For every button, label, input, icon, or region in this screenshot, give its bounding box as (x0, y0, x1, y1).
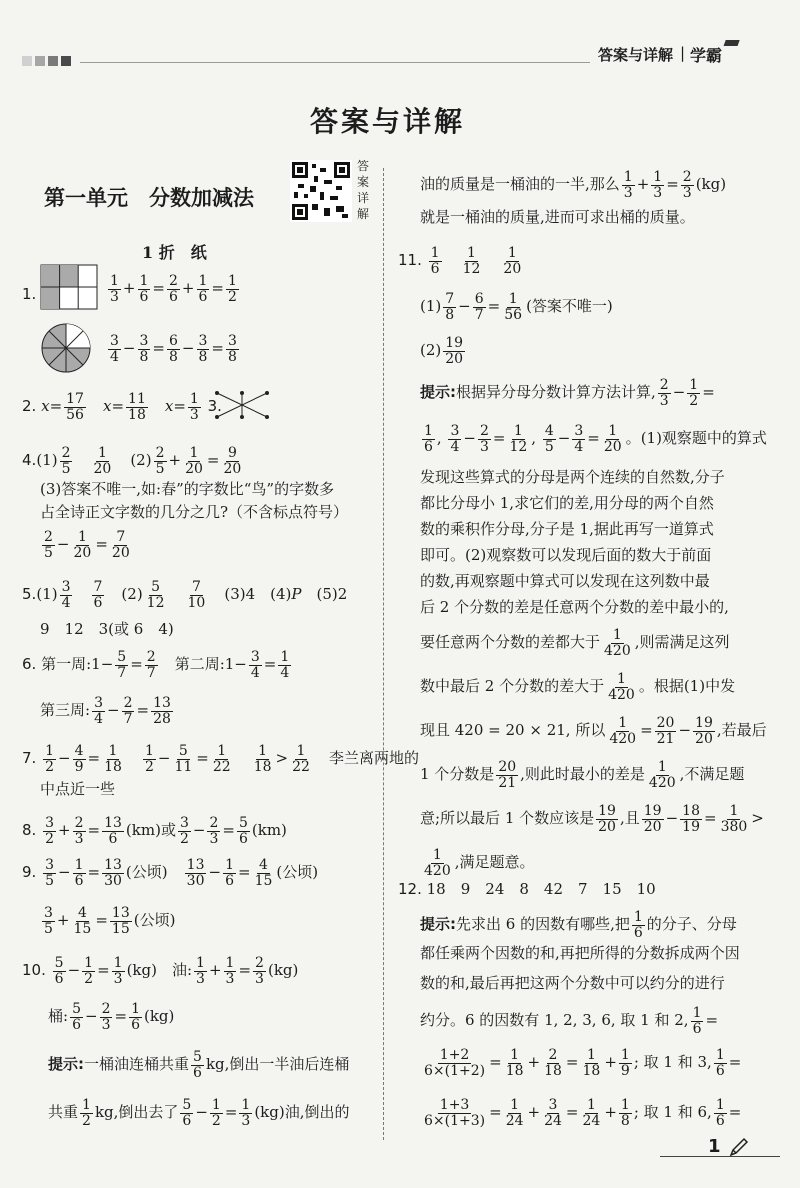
q11-p3: 都比分母小 1,求它们的差,用分母的两个自然 (420, 494, 714, 512)
header-title: 答案与详解 (598, 46, 674, 64)
q11-p4: 数的乘积作分母,分子是 1,据此再写一道算式 (420, 520, 714, 538)
header-divider: | (680, 44, 686, 62)
q11-p7: 后 2 个分数的差是任意两个分数的差中最小的, (420, 598, 729, 616)
q7-line: 7. $\frac{1}{2}$ − $\frac{4}{9}$ = $\frac{1}{18}$ $\frac{1}{2}$ − $\frac{5}{11}$ = $\frac{1}{22}$ $\frac{1}{18}$ > $\frac{1}{22}$ 李兰离两地的 (22, 743, 419, 775)
header-brand: 学霸 (690, 46, 723, 65)
column-divider (383, 168, 384, 1140)
q4-eq: $\frac{2}{5}$ − $\frac{1}{20}$ = $\frac{7}{20}$ (44, 529, 130, 561)
q10-line: 10. $\frac{5}{6}$ − $\frac{1}{2}$ = $\frac{1}{3}$ (kg) 油: $\frac{1}{3}$ + $\frac{1}{3}$ = $\frac{2}{3}$ (kg) (22, 955, 299, 987)
q11-p12: 意;所以最后 1 个数应该是 $\frac{19}{20}$ ,且 $\frac{19}{20}$ − $\frac{18}{19}$ = $\frac{1}{380}$ > (420, 803, 764, 835)
q5-line: 5.(1) $\frac{3}{4}$ $\frac{7}{6}$ (2) $\frac{5}{12}$ $\frac{7}{10}$ (3)4 (4)P (5)2 (22, 579, 348, 611)
q1-number: 1. (22, 285, 37, 303)
r-line2: 就是一桶油的质量,进而可求出桶的质量。 (420, 208, 695, 226)
page-title: 答案与详解 (310, 105, 466, 138)
q4-line: 4.(1) $\frac{2}{5}$ $\frac{1}{20}$ (2) $\frac{2}{5}$ + $\frac{1}{20}$ = $\frac{9}{20}$ (22, 445, 242, 477)
rectangle-fold-figure (40, 264, 98, 310)
q11-p5: 即可。(2)观察数可以发现后面的数大于前面 (420, 546, 712, 564)
q10-tip-line2: 共重 $\frac{1}{2}$ kg,倒出去了 $\frac{5}{6}$ − $\frac{1}{2}$ = $\frac{1}{3}$ (kg)油,倒出的 (48, 1097, 350, 1129)
q12-line: 12. 18 9 24 8 42 7 15 10 (398, 880, 656, 898)
q2-line: 2. x= $\frac{17}{56}$ x= $\frac{11}{18}$ x= $\frac{1}{3}$ 3. (22, 391, 222, 423)
qr-label: 答案详解 (357, 159, 370, 221)
q11-p10: 现且 420 = 20 × 21, 所以 $\frac{1}{420}$ = $\frac{20}{21}$ − $\frac{19}{20}$ ,若最后 (420, 715, 767, 747)
q11-p6: 的数,再观察题中算式可以发现在这列数中最 (420, 572, 710, 590)
q10-tip-line1: 提示:一桶油连桶共重 $\frac{5}{6}$ kg,倒出一半油后连桶 (48, 1049, 350, 1081)
q11-line: 11. $\frac{1}{6}$ $\frac{1}{12}$ $\frac{1}{20}$ (398, 245, 522, 277)
q4-part3b: 占全诗正文字数的几分之几?（不含标点符号） (40, 503, 349, 521)
q1-eq2: $\frac{3}{4}$ − $\frac{3}{8}$ = $\frac{6}{8}$ − $\frac{3}{8}$ = $\frac{3}{8}$ (110, 333, 237, 365)
q12-t6: $\frac{1+3}{6\times(1+3)}$ = $\frac{1}{24}$ + $\frac{3}{24}$ = $\frac{1}{24}$ + $\frac{1}{8}$ ; 取 1 和 6, $\frac{1}{6}$ = (424, 1097, 742, 1129)
lesson-title: 1 折 纸 (142, 243, 207, 262)
q11-p9: 数中最后 2 个分数的差大于 $\frac{1}{420}$ 。根据(1)中发 (420, 671, 736, 703)
matching-lines-figure (212, 388, 272, 422)
unit-title: 第一单元 分数加减法 (44, 186, 254, 210)
pencil-icon (728, 1136, 750, 1158)
graduation-cap-icon (724, 38, 741, 46)
q12-tip-line1: 提示:先求出 6 的因数有哪些,把 $\frac{1}{6}$ 的分子、分母 (420, 909, 737, 941)
q12-t5: $\frac{1+2}{6\times(1+2)}$ = $\frac{1}{18}$ + $\frac{2}{18}$ = $\frac{1}{18}$ + $\frac{1}{9}$ ; 取 1 和 3, $\frac{1}{6}$ = (424, 1047, 742, 1079)
q11-part1: (1) $\frac{7}{8}$ − $\frac{6}{7}$ = $\frac{1}{56}$ (答案不唯一) (420, 291, 613, 323)
q11-p13: $\frac{1}{420}$ ,满足题意。 (424, 847, 535, 879)
q9-line: 9. $\frac{3}{5}$ − $\frac{1}{6}$ = $\frac{13}{30}$ (公顷) $\frac{13}{30}$ − $\frac{1}{6}$ = $\frac{4}{15}$ (公顷) (22, 857, 319, 889)
q4-part3: (3)答案不唯一,如:春”的字数比“鸟”的字数多 (40, 480, 335, 498)
q8-line: 8. $\frac{3}{2}$ + $\frac{2}{3}$ = $\frac{13}{6}$ (km)或 $\frac{3}{2}$ − $\frac{2}{3}$ = $\frac{5}{6}$ (km) (22, 815, 287, 847)
q12-t3: 数的和,最后再把这两个分数中可以约分的进行 (420, 974, 725, 992)
q7-line2: 中点近一些 (40, 780, 116, 798)
header-rule (80, 62, 590, 63)
q5-line2: 9 12 3(或 6 4) (40, 620, 174, 638)
q9-line2: $\frac{3}{5}$ + $\frac{4}{15}$ = $\frac{13}{15}$ (公顷) (44, 905, 176, 937)
q11-p8: 要任意两个分数的差都大于 $\frac{1}{420}$ ,则需满足这列 (420, 627, 730, 659)
q11-part2: (2) $\frac{19}{20}$ (420, 335, 464, 367)
q10-line2: 桶: $\frac{5}{6}$ − $\frac{2}{3}$ = $\frac{1}{6}$ (kg) (48, 1001, 175, 1033)
q12-t4: 约分。6 的因数有 1, 2, 3, 6, 取 1 和 2, $\frac{1}{6}$ = (420, 1005, 719, 1037)
q6-line: 6. 第一周:1− $\frac{5}{7}$ = $\frac{2}{7}$ 第二周:1− $\frac{3}{4}$ = $\frac{1}{4}$ (22, 649, 290, 681)
q12-t2: 都任乘两个因数的和,再把所得的分数拆成两个因 (420, 944, 740, 962)
q1-eq1: $\frac{1}{3}$ + $\frac{1}{6}$ = $\frac{2}{6}$ + $\frac{1}{6}$ = $\frac{1}{2}$ (110, 273, 237, 305)
qr-code-icon (290, 160, 352, 222)
r-line1: 油的质量是一桶油的一半,那么 $\frac{1}{3}$ + $\frac{1}{3}$ = $\frac{2}{3}$ (kg) (420, 169, 727, 201)
q11-tip-line2: $\frac{1}{6}$ , $\frac{3}{4}$ − $\frac{2}{3}$ = $\frac{1}{12}$ , $\frac{4}{5}$ − $\frac{3}{4}$ = $\frac{1}{20}$ 。(1)观察题中的算式 (424, 423, 767, 455)
q11-tip-line1: 提示:根据异分母分数计算方法计算, $\frac{2}{3}$ − $\frac{1}{2}$ = (420, 377, 715, 409)
page-number: 1 (708, 1136, 721, 1157)
q11-p11: 1 个分数是 $\frac{20}{21}$ ,则此时最小的差是 $\frac{1}{420}$ ,不满足题 (420, 759, 745, 791)
q11-p2: 发现这些算式的分母是两个连续的自然数,分子 (420, 468, 725, 486)
q6-line2: 第三周: $\frac{3}{4}$ − $\frac{2}{7}$ = $\frac{13}{28}$ (40, 695, 171, 727)
header-squares (22, 52, 74, 70)
circle-fold-figure (40, 322, 92, 374)
